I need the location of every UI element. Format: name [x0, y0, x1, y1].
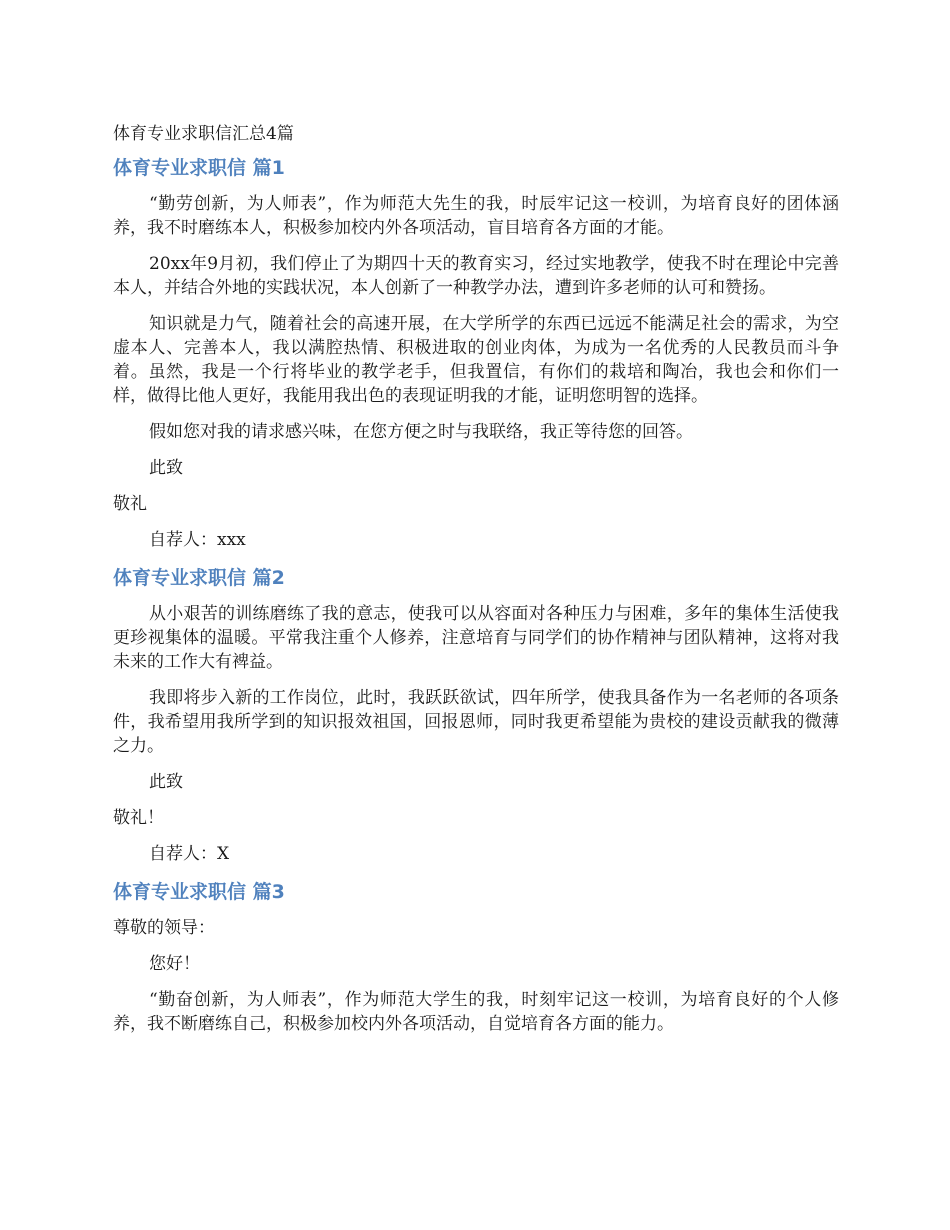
- greeting: 您好！: [149, 954, 200, 974]
- closing-salute: 敬礼！: [113, 808, 164, 828]
- closing-salute: 敬礼: [113, 494, 147, 514]
- document-page: [113, 120, 839, 1048]
- paragraph: “勤奋创新，为人师表”，作为师范大学生的我，时刻牢记这一校训，为培育良好的个人修养，我不断磨练自己，积极参加校内外各项活动，自觉培育各方面的能力。: [113, 990, 839, 1034]
- paragraph: 知识就是力气，随着社会的高速开展，在大学所学的东西已远远不能满足社会的需求，为空虚本人、完善本人，我以满腔热情、积极进取的创业肉体，为成为一名优秀的人民教员而斗争着。虽然，我是一个行将毕业的教学老手，但我置信，有你们的栽培和陶冶，我也会和你们一样，做得比他人更好，我能用我出色的表现证明我的才能，证明您明智的选择。: [113, 314, 839, 406]
- closing-line: 此致: [149, 458, 183, 478]
- salutation: 尊敬的领导：: [113, 918, 215, 938]
- section-heading-3: 体育专业求职信 篇3: [113, 881, 285, 903]
- paragraph: 我即将步入新的工作岗位，此时，我跃跃欲试，四年所学，使我具备作为一名老师的各项条件，我希望用我所学到的知识报效祖国，回报恩师，同时我更希望能为贵校的建设贡献我的微薄之力。: [113, 688, 839, 756]
- paragraph: “勤劳创新，为人师表”，作为师范大先生的我，时辰牢记这一校训，为培育良好的团体涵养，我不时磨练本人，积极参加校内外各项活动，盲目培育各方面的才能。: [113, 194, 839, 238]
- section-heading-1: 体育专业求职信 篇1: [113, 157, 285, 179]
- signature: 自荐人：X: [149, 844, 230, 864]
- signature: 自荐人：xxx: [149, 530, 246, 550]
- paragraph: 假如您对我的请求感兴味，在您方便之时与我联络，我正等待您的回答。: [149, 422, 693, 442]
- paragraph: 从小艰苦的训练磨练了我的意志，使我可以从容面对各种压力与困难，多年的集体生活使我更珍视集体的温暖。平常我注重个人修养，注意培育与同学们的协作精神与团队精神，这将对我未来的工作大有裨益。: [113, 604, 839, 672]
- section-heading-2: 体育专业求职信 篇2: [113, 567, 285, 589]
- paragraph: 20xx年9月初，我们停止了为期四十天的教育实习，经过实地教学，使我不时在理论中完善本人，并结合外地的实践状况，本人创新了一种教学办法，遭到许多老师的认可和赞扬。: [113, 254, 839, 298]
- closing-line: 此致: [149, 772, 183, 792]
- document-title: 体育专业求职信汇总4篇: [113, 124, 294, 144]
